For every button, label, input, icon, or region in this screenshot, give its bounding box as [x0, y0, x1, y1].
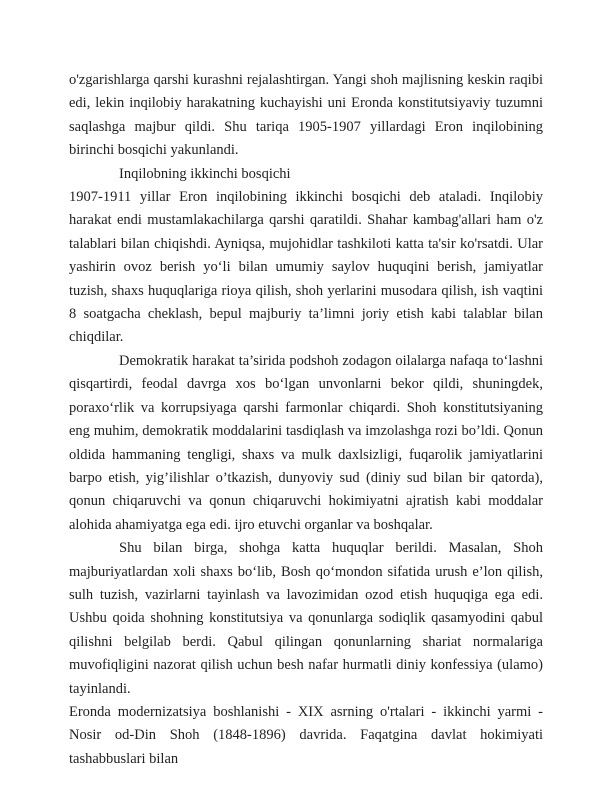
- paragraph-4: Shu bilan birga, shohga katta huquqlar berildi. Masalan, Shoh majburiyatlardan xoli shaxs bo‘lib, Bosh qo‘mondon sifatida urush e’lon qilish, sulh tuzish, vazirlarni tayinlash va lavozimidan ozod etish huquqiga ega edi. Ushbu qoida shohning konstitutsiya va qonunlarga sodiqlik qasamyodini qabul qilishni belgilab berdi. Qabul qilingan qonunlarning shariat normalariga muvofiqligini nazorat qilish uchun besh nafar hurmatli diniy konfessiya (ulamo) tayinlandi.: [69, 540, 543, 697]
- paragraph-5: Eronda modernizatsiya boshlanishi - XIX asrning o'rtalari - ikkinchi yarmi - Nosir od-Din Shoh (1848-1896) davrida. Faqatgina davlat hokimiyati tashabbuslari bilan: [69, 703, 543, 767]
- paragraph-1: o'zgarishlarga qarshi kurashni rejalashtirgan. Yangi shoh majlisning keskin raqibi edi, lekin inqilobiy harakatning kuchayishi uni Eronda konstitutsiyaviy tuzumni saqlashga majbur qildi. Shu tariqa 1905-1907 yillardagi Eron inqilobining birinchi bosqichi yakunlandi.: [69, 72, 543, 159]
- paragraph-2: 1907-1911 yillar Eron inqilobining ikkinchi bosqichi deb ataladi. Inqilobiy harakat endi mustamlakachilarga qarshi qaratildi. Shahar kambag'allari ham o'z talablari bilan chiqishdi. Ayniqsa, mujohidlar tashkiloti katta ta'sir ko'rsatdi. Ular yashirin ovoz berish yo‘li bilan umumiy saylov huquqini berish, jamiyatlar tuzish, shaxs huquqlariga rioya qilish, shoh yerlarini musodara qilish, ish vaqtini 8 soatgacha cheklash, bepul majburiy ta’limni joriy etish kabi talablar bilan chiqdilar.: [69, 189, 543, 346]
- paragraph-3: Demokratik harakat ta’sirida podshoh zodagon oilalarga nafaqa to‘lashni qisqartirdi, feodal davrga xos bo‘lgan unvonlarni bekor qildi, shuningdek, poraxo‘rlik va korrupsiyaga qarshi farmonlar chiqardi. Shoh konstitutsiyaning eng muhim, demokratik moddalarini tasdiqlash va imzolashga rozi bo’ldi. Qonun oldida hammaning tengligi, shaxs va mulk daxlsizligi, fuqarolik jamiyatlarini barpo etish, yig’ilishlar o’tkazish, dunyoviy sud (diniy sud bilan bir qatorda), qonun chiqaruvchi va qonun chiqaruvchi hokimiyatni ajratish kabi moddalar alohida ahamiyatga ega edi. ijro etuvchi organlar va boshqalar.: [69, 352, 543, 533]
- section-heading: Inqilobning ikkinchi bosqichi: [119, 165, 291, 182]
- document-body: [69, 69, 543, 771]
